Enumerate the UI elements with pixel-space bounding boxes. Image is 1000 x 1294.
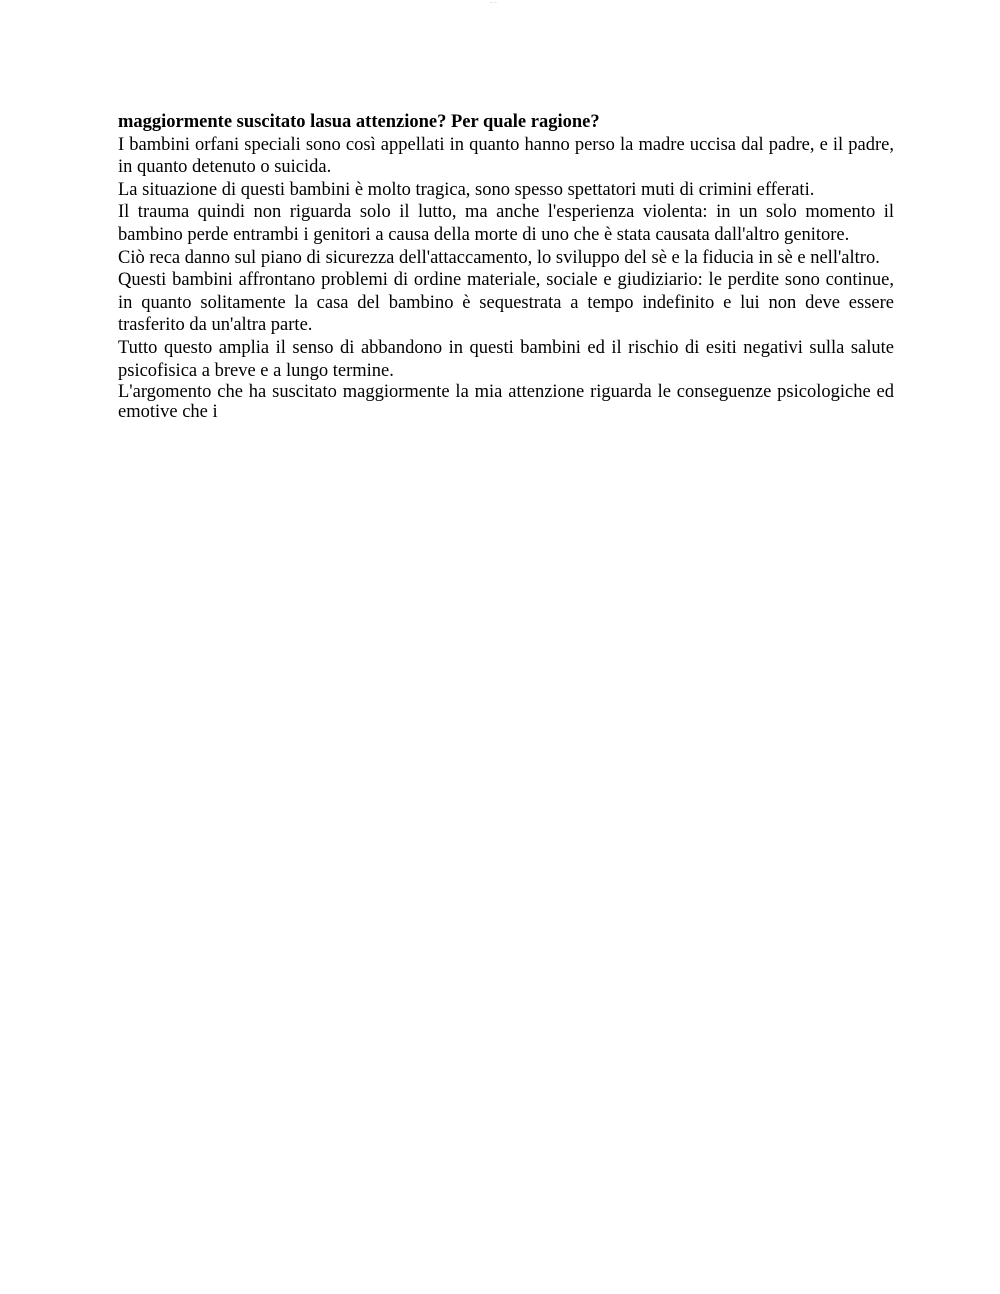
- paragraph-trauma: Il trauma quindi non riguarda solo il lutto, ma anche l'esperienza violenta: in un solo momento il bambino perde entrambi i genitori a causa della morte di uno che è stata causata dall'altro genitore.: [118, 202, 894, 245]
- page-header-marker: — —: [490, 0, 497, 4]
- paragraph-situazione-tragica: La situazione di questi bambini è molto tragica, sono spesso spettatori muti di crimini efferati.: [118, 179, 815, 200]
- paragraph-attaccamento: Ciò reca danno sul piano di sicurezza dell'attaccamento, lo sviluppo del sè e la fiducia in sè e nell'altro.: [118, 247, 880, 268]
- paragraph-argomento: L'argomento che ha suscitato maggiormente la mia attenzione riguarda le conseguenze psicologiche ed emotive che i: [118, 382, 894, 423]
- paragraph-orfani-speciali: I bambini orfani speciali sono così appellati in quanto hanno perso la madre uccisa dal padre, e il padre, in quanto detenuto o suicida.: [118, 134, 894, 178]
- paragraph-problemi: Questi bambini affrontano problemi di ordine materiale, sociale e giudiziario: le perdite sono continue, in quanto solitamente la casa del bambino è sequestrata a tempo indefinito e lui non deve essere trasferito da un'altra parte.: [118, 270, 894, 336]
- document-body: [118, 111, 894, 422]
- question-heading: maggiormente suscitato lasua attenzione? Per quale ragione?: [118, 112, 600, 132]
- paragraph-abbandono: Tutto questo amplia il senso di abbandono in questi bambini ed il rischio di esiti negativi sulla salute psicofisica a breve e a lungo termine.: [118, 337, 894, 381]
